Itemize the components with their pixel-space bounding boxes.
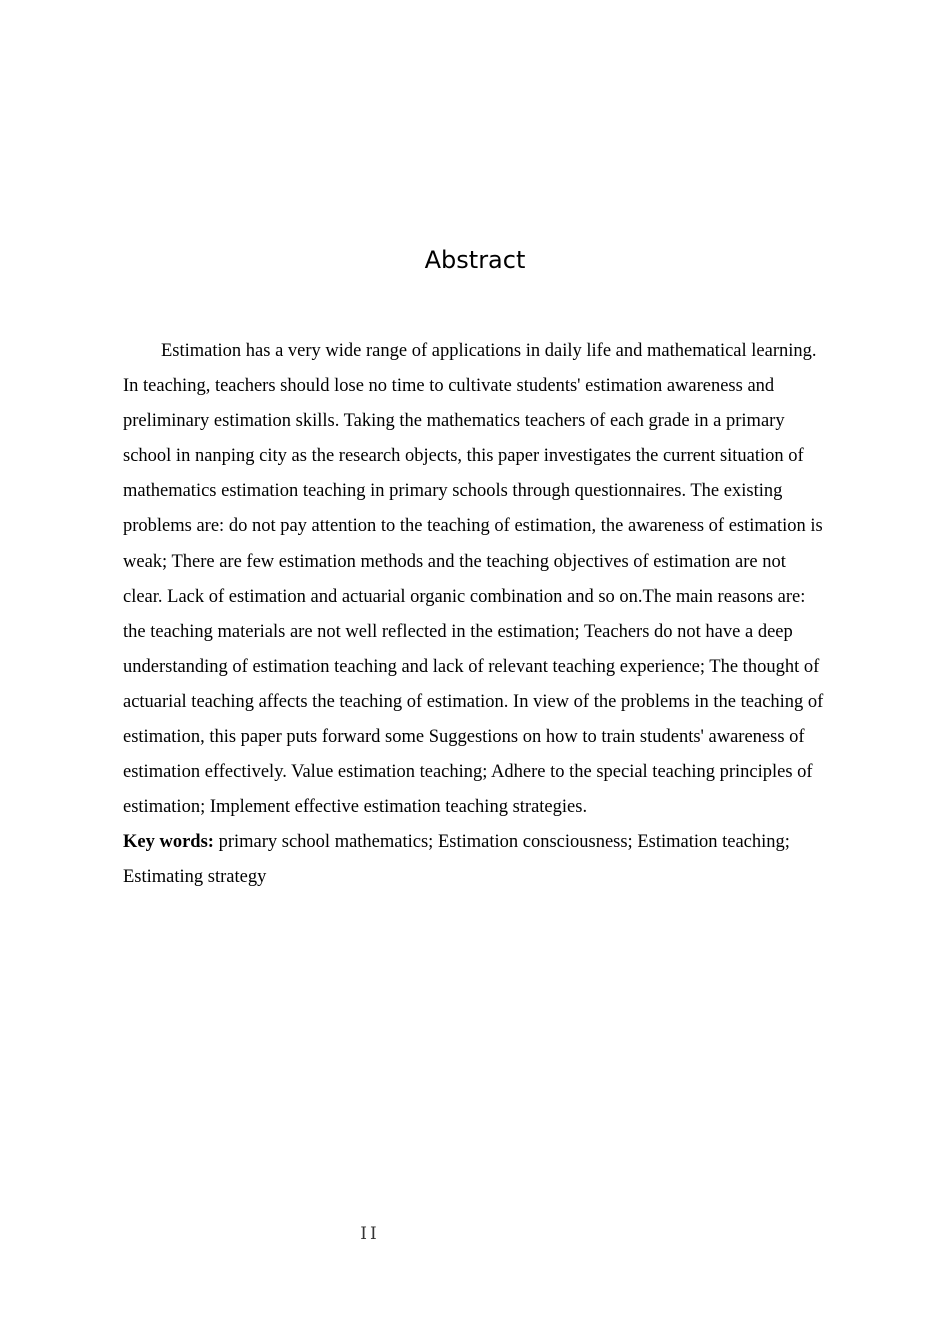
abstract-paragraph: Estimation has a very wide range of applications in daily life and mathematical learning. In teaching, teachers should lose no time to cultivate students' estimation awareness and preliminary estimation skills. Taking the mathematics teachers of each grade in a primary school in nanping city as the research objects, this paper investigates the current situation of mathematics estimation teaching in primary schools through questionnaires. The existing problems are: do not pay attention to the teaching of estimation, the awareness of estimation is weak; There are few estimation methods and the teaching objectives of estimation are not clear. Lack of estimation and actuarial organic combination and so on.The main reasons are: the teaching materials are not well reflected in the estimation; Teachers do not have a deep understanding of estimation teaching and lack of relevant teaching experience; The thought of actuarial teaching affects the teaching of estimation. In view of the problems in the teaching of estimation, this paper puts forward some Suggestions on how to train students' awareness of estimation effectively. Value estimation teaching; Adhere to the special teaching principles of estimation; Implement effective estimation teaching strategies. — [123, 341, 824, 818]
page-number: II — [360, 1224, 380, 1244]
keywords-line — [123, 825, 829, 895]
page-title: Abstract — [424, 246, 526, 274]
abstract-body — [123, 334, 829, 896]
keywords-label: Key words: — [123, 832, 214, 853]
keywords-text: primary school mathematics; Estimation consciousness; Estimation teaching; Estimating strategy — [123, 832, 790, 888]
